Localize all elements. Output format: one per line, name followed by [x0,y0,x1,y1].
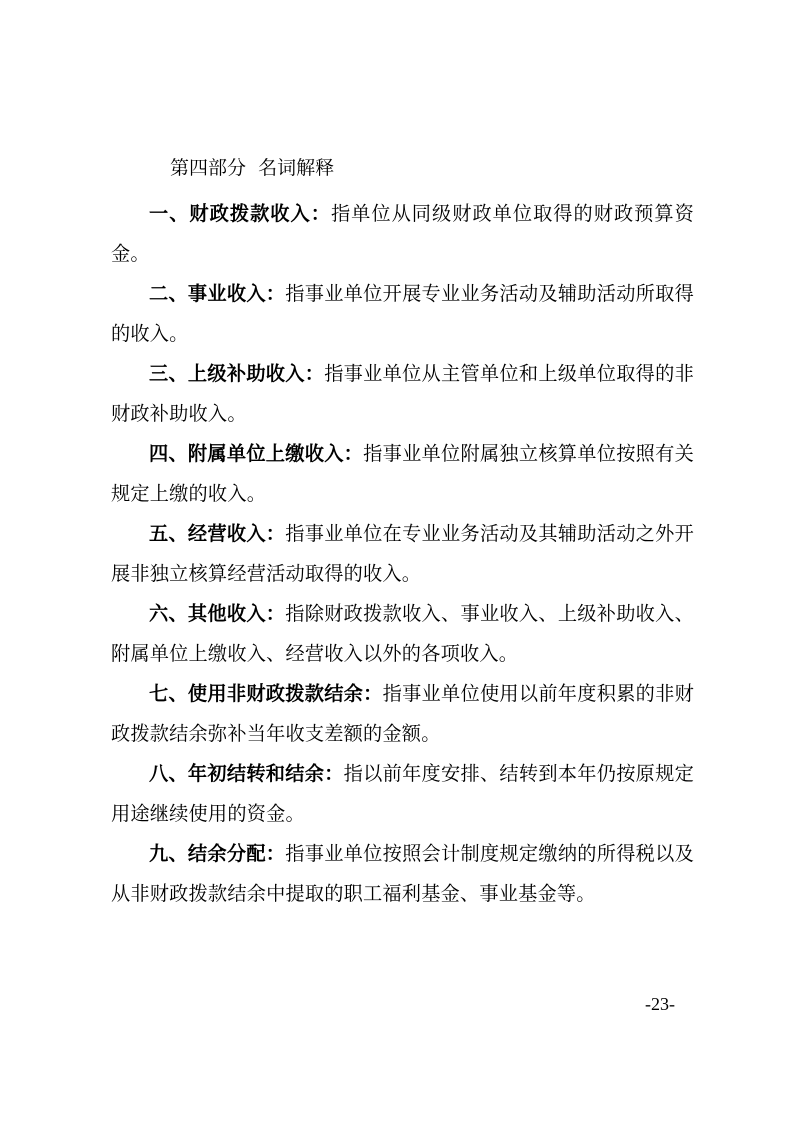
glossary-entry [111,594,694,674]
glossary-term: 四、附属单位上缴收入： [149,442,364,465]
glossary-term: 六、其他收入： [149,602,286,625]
glossary-definition: 指事业单位附属独立核算单位按照有关规定上缴的收入。 [111,442,694,505]
section-heading: 第四部分 名词解释 [170,157,335,179]
glossary-definition: 指除财政拨款收入、事业收入、上级补助收入、附属单位上缴收入、经营收入以外的各项收入。 [111,602,695,665]
glossary-list [111,194,694,914]
glossary-definition: 指事业单位使用以前年度积累的非财政拨款结余弥补当年收支差额的金额。 [111,682,694,745]
glossary-entry [111,194,694,274]
glossary-entry [111,674,694,754]
glossary-definition: 指事业单位在专业业务活动及其辅助活动之外开展非独立核算经营活动取得的收入。 [111,522,695,585]
glossary-term: 七、使用非财政拨款结余： [149,682,383,705]
glossary-entry [111,434,694,514]
glossary-term: 八、年初结转和结余： [149,762,344,785]
glossary-definition: 指事业单位开展专业业务活动及辅助活动所取得的收入。 [111,282,695,345]
glossary-term: 五、经营收入： [149,522,286,545]
glossary-entry [111,834,694,914]
glossary-term: 一、财政拨款收入： [149,202,331,225]
glossary-term: 九、结余分配： [149,842,286,865]
glossary-term: 二、事业收入： [149,282,286,305]
glossary-definition: 指单位从同级财政单位取得的财政预算资金。 [111,202,694,265]
glossary-entry [111,514,694,594]
glossary-definition: 指事业单位从主管单位和上级单位取得的非财政补助收入。 [111,362,694,425]
glossary-entry [111,754,694,834]
glossary-definition: 指事业单位按照会计制度规定缴纳的所得税以及从非财政拨款结余中提取的职工福利基金、事业基金等。 [111,842,695,905]
glossary-entry [111,354,694,434]
glossary-entry [111,274,694,354]
page-number: -23- [645,994,675,1014]
glossary-term: 三、上级补助收入： [149,362,325,385]
glossary-definition: 指以前年度安排、结转到本年仍按原规定用途继续使用的资金。 [111,762,694,825]
